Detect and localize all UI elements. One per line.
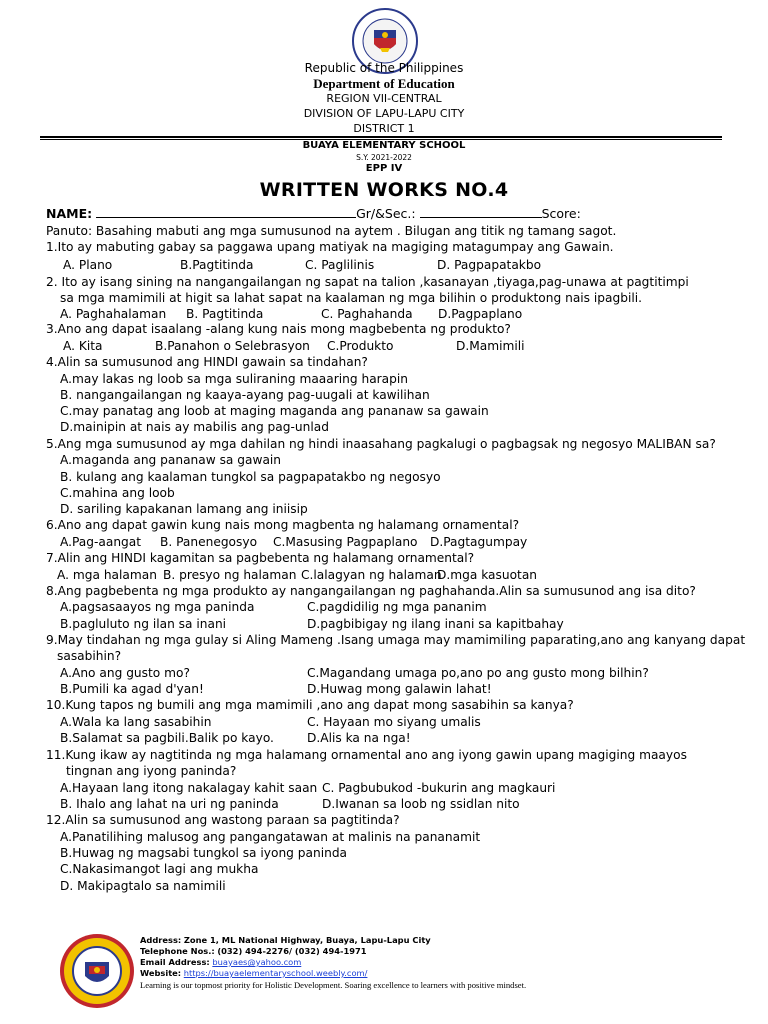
question-5: 5.Ang mga sumusunod ay mga dahilan ng hindi inaasahang pagkalugi o pagbagsak ng negosyo MALIBAN sa? (46, 437, 716, 451)
q3-option-a[interactable]: A. Kita (63, 339, 103, 353)
question-8: 8.Ang pagbebenta ng mga produkto ay nangangailangan ng paghahanda.Alin sa sumusunod ang isa dito? (46, 584, 696, 598)
q8-option-b[interactable]: B.pagluluto ng ilan sa inani (60, 617, 227, 631)
directions: Panuto: Basahing mabuti ang mga sumusunod na aytem . Bilugan ang titik ng tamang sagot. (46, 224, 617, 238)
school-logo-icon (58, 932, 136, 1010)
q6-option-d[interactable]: D.Pagtagumpay (430, 535, 528, 549)
q5-option-a[interactable]: A.maganda ang pananaw sa gawain (60, 453, 282, 467)
school-name: BUAYA ELEMENTARY SCHOOL (302, 140, 466, 151)
question-3: 3.Ano ang dapat isaalang -alang kung nais mong magbebenta ng produkto? (46, 322, 511, 336)
name-line (46, 206, 581, 221)
subject: EPP IV (365, 163, 403, 174)
email-link[interactable]: buayaes@yahoo.com (212, 957, 302, 967)
q7-option-b[interactable]: B. presyo ng halaman (163, 568, 297, 582)
q5-option-c[interactable]: C.mahina ang loob (60, 486, 175, 500)
question-1: 1.Ito ay mabuting gabay sa paggawa upang matiyak na magiging matagumpay ang Gawain. (46, 240, 614, 254)
q9-option-c[interactable]: C.Magandang umaga po,ano po ang gusto mong bilhin? (307, 666, 649, 680)
q7-option-c[interactable]: C.lalagyan ng halaman (301, 568, 442, 582)
question-11-cont: tingnan ang iyong paninda? (66, 764, 237, 778)
q6-option-b[interactable]: B. Panenegosyo (160, 535, 258, 549)
q5-option-b[interactable]: B. kulang ang kaalaman tungkol sa pagpapatakbo ng negosyo (60, 470, 441, 484)
grsec-label: Gr/&Sec.: (356, 206, 416, 221)
header-divider-top (40, 136, 722, 138)
q10-option-d[interactable]: D.Alis ka na nga! (307, 731, 411, 745)
q2-option-c[interactable]: C. Paghahanda (321, 307, 413, 321)
q11-option-b[interactable]: B. Ihalo ang lahat na uri ng paninda (60, 797, 279, 811)
question-12: 12.Alin sa sumusunod ang wastong paraan sa pagtitinda? (46, 813, 400, 827)
district-line: DISTRICT 1 (353, 122, 415, 135)
q7-option-a[interactable]: A. mga halaman (57, 568, 157, 582)
q7-option-d[interactable]: D.mga kasuotan (437, 568, 538, 582)
q11-option-c[interactable]: C. Pagbubukod -bukurin ang magkauri (322, 781, 556, 795)
score-label: Score: (541, 206, 581, 221)
question-11: 11.Kung ikaw ay nagtitinda ng mga halamang ornamental ano ang iyong gawin upang magiging maayos (46, 748, 687, 762)
q11-option-a[interactable]: A.Hayaan lang itong nakalagay kahit saan (60, 781, 318, 795)
footer-email: Email Address: buayaes@yahoo.com (140, 957, 302, 967)
question-2-cont: sa mga mamimili at higit sa lahat sapat na kaalaman ng mga bilihin o produktong nais ipagbili. (60, 291, 643, 305)
name-field[interactable] (96, 206, 356, 218)
question-4: 4.Alin sa sumusunod ang HINDI gawain sa tindahan? (46, 355, 368, 369)
q4-option-b[interactable]: B. nangangailangan ng kaaya-ayang pag-uugali at kawilihan (60, 388, 430, 402)
q10-option-b[interactable]: B.Salamat sa pagbili.Balik po kayo. (60, 731, 274, 745)
q3-option-c[interactable]: C.Produkto (327, 339, 394, 353)
name-label: NAME: (46, 206, 93, 221)
division-line: DIVISION OF LAPU-LAPU CITY (303, 107, 465, 120)
school-year: S.Y. 2021-2022 (356, 153, 412, 162)
q6-option-a[interactable]: A.Pag-aangat (60, 535, 142, 549)
q9-option-b[interactable]: B.Pumili ka agad d'yan! (60, 682, 204, 696)
q1-option-c[interactable]: C. Paglilinis (305, 258, 375, 272)
republic-line: Republic of the Philippines (304, 61, 464, 75)
grsec-field[interactable] (420, 206, 542, 218)
q8-option-c[interactable]: C.pagdidilig ng mga pananim (307, 600, 487, 614)
q6-option-c[interactable]: C.Masusing Pagpaplano (273, 535, 418, 549)
footer-address: Address: Zone 1, ML National Highway, Buaya, Lapu-Lapu City (140, 935, 431, 945)
question-6: 6.Ano ang dapat gawin kung nais mong magbenta ng halamang ornamental? (46, 518, 520, 532)
q1-option-b[interactable]: B.Pagtitinda (180, 258, 254, 272)
q12-option-d[interactable]: D. Makipagtalo sa namimili (60, 879, 226, 893)
q12-option-b[interactable]: B.Huwag ng magsabi tungkol sa iyong paninda (60, 846, 348, 860)
q8-option-d[interactable]: D.pagbibigay ng ilang inani sa kapitbahay (307, 617, 564, 631)
q3-option-d[interactable]: D.Mamimili (456, 339, 525, 353)
department-line: Department of Education (313, 76, 455, 91)
q9-option-a[interactable]: A.Ano ang gusto mo? (60, 666, 190, 680)
footer-telephone: Telephone Nos.: (032) 494-2276/ (032) 494-1971 (140, 946, 367, 956)
q2-option-a[interactable]: A. Paghahalaman (60, 307, 167, 321)
q8-option-a[interactable]: A.pagsasaayos ng mga paninda (60, 600, 255, 614)
question-9-cont: sasabihin? (57, 649, 122, 663)
footer-motto: Learning is our topmost priority for Holistic Development. Soaring excellence to learners with positive mindset. (140, 980, 527, 990)
q1-option-a[interactable]: A. Plano (63, 258, 113, 272)
q4-option-c[interactable]: C.may panatag ang loob at maging maganda ang pananaw sa gawain (60, 404, 489, 418)
q3-option-b[interactable]: B.Panahon o Selebrasyon (155, 339, 310, 353)
q10-option-a[interactable]: A.Wala ka lang sasabihin (60, 715, 212, 729)
q11-option-d[interactable]: D.Iwanan sa loob ng ssidlan nito (322, 797, 520, 811)
q4-option-d[interactable]: D.mainipin at nais ay mabilis ang pag-unlad (60, 420, 329, 434)
page-title: WRITTEN WORKS NO.4 (259, 179, 509, 201)
region-line: REGION VII-CENTRAL (326, 92, 442, 105)
q4-option-a[interactable]: A.may lakas ng loob sa mga suliraning maaaring harapin (60, 372, 408, 386)
q1-option-d[interactable]: D. Pagpapatakbo (437, 258, 542, 272)
q5-option-d[interactable]: D. sariling kapakanan lamang ang iniisip (60, 502, 308, 516)
q2-option-b[interactable]: B. Pagtitinda (186, 307, 264, 321)
q10-option-c[interactable]: C. Hayaan mo siyang umalis (307, 715, 481, 729)
question-2: 2. Ito ay isang sining na nangangailangan ng sapat na talion ,kasanayan ,tiyaga,pag-unawa at pagtitimpi (46, 275, 689, 289)
q9-option-d[interactable]: D.Huwag mong galawin lahat! (307, 682, 492, 696)
question-7: 7.Alin ang HINDI kagamitan sa pagbebenta ng halamang ornamental? (46, 551, 475, 565)
footer-website: Website: https://buayaelementaryschool.weebly.com/ (140, 968, 368, 978)
q2-option-d[interactable]: D.Pagpaplano (438, 307, 523, 321)
q12-option-c[interactable]: C.Nakasimangot lagi ang mukha (60, 862, 259, 876)
question-9: 9.May tindahan ng mga gulay si Aling Mameng .Isang umaga may mamimiling paparating,ano ang kanyang dapat (46, 633, 746, 647)
q12-option-a[interactable]: A.Panatilihing malusog ang pangangatawan at malinis na pananamit (60, 830, 481, 844)
question-10: 10.Kung tapos ng bumili ang mga mamimili ,ano ang dapat mong sasabihin sa kanya? (46, 698, 574, 712)
website-link[interactable]: https://buayaelementaryschool.weebly.com/ (183, 968, 368, 978)
